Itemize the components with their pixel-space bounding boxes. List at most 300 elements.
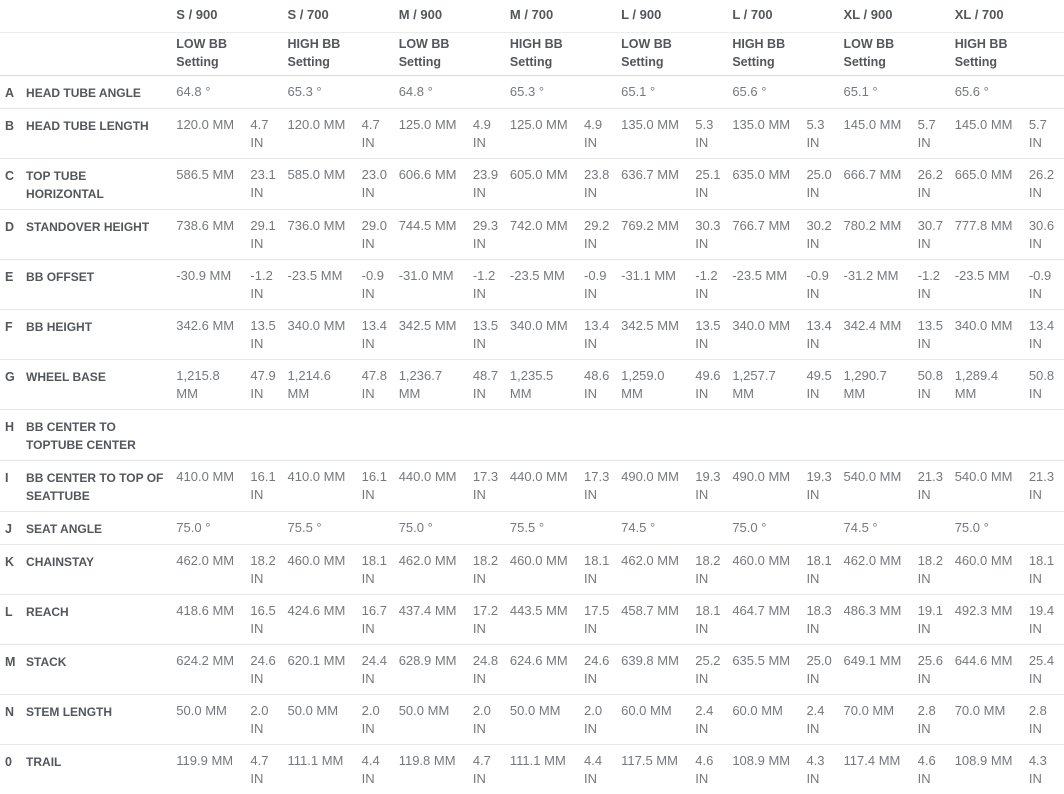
mm-value-cell: 744.5 MM bbox=[399, 210, 473, 260]
in-value-cell: 18.2 IN bbox=[918, 545, 955, 595]
in-value-cell: 25.0 IN bbox=[806, 159, 843, 210]
table-row-top-tube-horizontal bbox=[0, 159, 1064, 210]
in-value-cell: 17.3 IN bbox=[473, 461, 510, 512]
table-row-bb-height bbox=[0, 310, 1064, 360]
row-letter: K bbox=[0, 545, 26, 595]
mm-value-cell: 639.8 MM bbox=[621, 645, 695, 695]
in-value-cell bbox=[250, 76, 287, 109]
row-letter: 0 bbox=[0, 745, 26, 794]
mm-value-cell: -23.5 MM bbox=[510, 260, 584, 310]
in-value-cell bbox=[806, 512, 843, 545]
in-value-cell: 24.8 IN bbox=[473, 645, 510, 695]
in-value-cell: 18.1 IN bbox=[806, 545, 843, 595]
header-spacer bbox=[0, 33, 176, 76]
bb-setting-line2: Setting bbox=[399, 55, 441, 69]
mm-value-cell: 125.0 MM bbox=[399, 109, 473, 159]
bb-setting-line2: Setting bbox=[288, 55, 330, 69]
row-label: TRAIL bbox=[26, 745, 176, 794]
in-value-cell: 5.7 IN bbox=[1029, 109, 1064, 159]
in-value-cell: 26.2 IN bbox=[918, 159, 955, 210]
mm-value-cell bbox=[176, 410, 250, 461]
in-value-cell: 18.1 IN bbox=[1029, 545, 1064, 595]
mm-value-cell: 628.9 MM bbox=[399, 645, 473, 695]
mm-value-cell: -31.2 MM bbox=[844, 260, 918, 310]
mm-value-cell: 586.5 MM bbox=[176, 159, 250, 210]
mm-value-cell: 145.0 MM bbox=[844, 109, 918, 159]
mm-value-cell: 462.0 MM bbox=[399, 545, 473, 595]
in-value-cell: 16.5 IN bbox=[250, 595, 287, 645]
row-label: STANDOVER HEIGHT bbox=[26, 210, 176, 260]
row-letter: C bbox=[0, 159, 26, 210]
in-value-cell: 24.6 IN bbox=[250, 645, 287, 695]
table-row-trail bbox=[0, 745, 1064, 794]
mm-value-cell: 75.0 ° bbox=[399, 512, 473, 545]
mm-value-cell: 620.1 MM bbox=[288, 645, 362, 695]
in-value-cell: 18.3 IN bbox=[806, 595, 843, 645]
in-value-cell: -0.9 IN bbox=[584, 260, 621, 310]
in-value-cell: -1.2 IN bbox=[695, 260, 732, 310]
in-value-cell bbox=[918, 410, 955, 461]
mm-value-cell: 766.7 MM bbox=[732, 210, 806, 260]
table-row-reach bbox=[0, 595, 1064, 645]
in-value-cell: 17.2 IN bbox=[473, 595, 510, 645]
in-value-cell: 29.3 IN bbox=[473, 210, 510, 260]
in-value-cell: 13.4 IN bbox=[362, 310, 399, 360]
mm-value-cell: 135.0 MM bbox=[621, 109, 695, 159]
in-value-cell: 21.3 IN bbox=[1029, 461, 1064, 512]
in-value-cell: 50.8 IN bbox=[1029, 360, 1064, 410]
mm-value-cell: 1,236.7 MM bbox=[399, 360, 473, 410]
in-value-cell: 47.9 IN bbox=[250, 360, 287, 410]
in-value-cell: 2.0 IN bbox=[584, 695, 621, 745]
mm-value-cell: 342.5 MM bbox=[621, 310, 695, 360]
mm-value-cell: 120.0 MM bbox=[288, 109, 362, 159]
in-value-cell: 48.7 IN bbox=[473, 360, 510, 410]
in-value-cell bbox=[584, 76, 621, 109]
mm-value-cell: 606.6 MM bbox=[399, 159, 473, 210]
mm-value-cell bbox=[399, 410, 473, 461]
mm-value-cell: 117.5 MM bbox=[621, 745, 695, 794]
in-value-cell: 2.4 IN bbox=[806, 695, 843, 745]
mm-value-cell: 418.6 MM bbox=[176, 595, 250, 645]
mm-value-cell: 75.0 ° bbox=[176, 512, 250, 545]
table-row-standover-height bbox=[0, 210, 1064, 260]
mm-value-cell: 50.0 MM bbox=[510, 695, 584, 745]
row-letter: J bbox=[0, 512, 26, 545]
in-value-cell: 18.1 IN bbox=[362, 545, 399, 595]
in-value-cell: 29.2 IN bbox=[584, 210, 621, 260]
in-value-cell: 16.1 IN bbox=[250, 461, 287, 512]
in-value-cell: 23.9 IN bbox=[473, 159, 510, 210]
in-value-cell: 4.6 IN bbox=[918, 745, 955, 794]
mm-value-cell: -23.5 MM bbox=[288, 260, 362, 310]
mm-value-cell: 736.0 MM bbox=[288, 210, 362, 260]
row-letter: E bbox=[0, 260, 26, 310]
row-label: STEM LENGTH bbox=[26, 695, 176, 745]
in-value-cell: 16.1 IN bbox=[362, 461, 399, 512]
in-value-cell: 18.2 IN bbox=[250, 545, 287, 595]
mm-value-cell bbox=[955, 410, 1029, 461]
row-letter: I bbox=[0, 461, 26, 512]
mm-value-cell: 65.6 ° bbox=[955, 76, 1029, 109]
mm-value-cell: 1,214.6 MM bbox=[288, 360, 362, 410]
mm-value-cell: 462.0 MM bbox=[621, 545, 695, 595]
mm-value-cell: 624.2 MM bbox=[176, 645, 250, 695]
in-value-cell: 13.5 IN bbox=[695, 310, 732, 360]
in-value-cell: 25.6 IN bbox=[918, 645, 955, 695]
mm-value-cell: 1,290.7 MM bbox=[844, 360, 918, 410]
mm-value-cell: 460.0 MM bbox=[732, 545, 806, 595]
mm-value-cell: 75.0 ° bbox=[955, 512, 1029, 545]
in-value-cell bbox=[473, 512, 510, 545]
bb-setting-header-high-bb bbox=[510, 33, 621, 76]
in-value-cell: 5.3 IN bbox=[806, 109, 843, 159]
in-value-cell: 19.4 IN bbox=[1029, 595, 1064, 645]
in-value-cell: 47.8 IN bbox=[362, 360, 399, 410]
mm-value-cell: 50.0 MM bbox=[288, 695, 362, 745]
row-label: REACH bbox=[26, 595, 176, 645]
size-column-header-xl-900: XL / 900 bbox=[844, 0, 955, 33]
mm-value-cell: 462.0 MM bbox=[176, 545, 250, 595]
in-value-cell: 19.3 IN bbox=[806, 461, 843, 512]
in-value-cell: 18.2 IN bbox=[695, 545, 732, 595]
in-value-cell: 13.4 IN bbox=[1029, 310, 1064, 360]
table-row-seat-angle bbox=[0, 512, 1064, 545]
in-value-cell: 2.0 IN bbox=[473, 695, 510, 745]
in-value-cell bbox=[250, 410, 287, 461]
in-value-cell: 18.1 IN bbox=[695, 595, 732, 645]
row-label: WHEEL BASE bbox=[26, 360, 176, 410]
in-value-cell bbox=[362, 512, 399, 545]
in-value-cell: 17.3 IN bbox=[584, 461, 621, 512]
in-value-cell: 25.1 IN bbox=[695, 159, 732, 210]
row-label: CHAINSTAY bbox=[26, 545, 176, 595]
table-row-wheel-base bbox=[0, 360, 1064, 410]
in-value-cell bbox=[1029, 512, 1064, 545]
geometry-table-body bbox=[0, 76, 1064, 794]
row-label: HEAD TUBE ANGLE bbox=[26, 76, 176, 109]
table-row-bb-center-to-top-of-seattube bbox=[0, 461, 1064, 512]
mm-value-cell: 120.0 MM bbox=[176, 109, 250, 159]
row-letter: H bbox=[0, 410, 26, 461]
mm-value-cell: 135.0 MM bbox=[732, 109, 806, 159]
mm-value-cell: 437.4 MM bbox=[399, 595, 473, 645]
bb-setting-line2: Setting bbox=[176, 55, 218, 69]
row-letter: G bbox=[0, 360, 26, 410]
in-value-cell: 16.7 IN bbox=[362, 595, 399, 645]
mm-value-cell: 340.0 MM bbox=[955, 310, 1029, 360]
mm-value-cell: 440.0 MM bbox=[510, 461, 584, 512]
size-header-row bbox=[0, 0, 1064, 33]
row-letter: N bbox=[0, 695, 26, 745]
mm-value-cell: 738.6 MM bbox=[176, 210, 250, 260]
mm-value-cell: 342.5 MM bbox=[399, 310, 473, 360]
mm-value-cell: 458.7 MM bbox=[621, 595, 695, 645]
in-value-cell: 49.6 IN bbox=[695, 360, 732, 410]
in-value-cell: 2.0 IN bbox=[250, 695, 287, 745]
bb-setting-header-high-bb bbox=[288, 33, 399, 76]
in-value-cell: -0.9 IN bbox=[1029, 260, 1064, 310]
in-value-cell bbox=[1029, 76, 1064, 109]
in-value-cell: 30.2 IN bbox=[806, 210, 843, 260]
mm-value-cell: 74.5 ° bbox=[621, 512, 695, 545]
mm-value-cell: 340.0 MM bbox=[510, 310, 584, 360]
in-value-cell bbox=[1029, 410, 1064, 461]
mm-value-cell: 65.3 ° bbox=[288, 76, 362, 109]
mm-value-cell: 777.8 MM bbox=[955, 210, 1029, 260]
bb-setting-header-low-bb bbox=[844, 33, 955, 76]
mm-value-cell: 649.1 MM bbox=[844, 645, 918, 695]
mm-value-cell: 125.0 MM bbox=[510, 109, 584, 159]
mm-value-cell: 108.9 MM bbox=[732, 745, 806, 794]
bb-setting-line2: Setting bbox=[955, 55, 997, 69]
mm-value-cell: 486.3 MM bbox=[844, 595, 918, 645]
mm-value-cell: 769.2 MM bbox=[621, 210, 695, 260]
table-row-chainstay bbox=[0, 545, 1064, 595]
mm-value-cell: 1,235.5 MM bbox=[510, 360, 584, 410]
in-value-cell: 17.5 IN bbox=[584, 595, 621, 645]
size-column-header-l-700: L / 700 bbox=[732, 0, 843, 33]
in-value-cell: 30.7 IN bbox=[918, 210, 955, 260]
bb-setting-line1: LOW BB bbox=[621, 37, 672, 51]
in-value-cell bbox=[584, 512, 621, 545]
in-value-cell: 4.7 IN bbox=[473, 745, 510, 794]
mm-value-cell: 70.0 MM bbox=[844, 695, 918, 745]
mm-value-cell: 540.0 MM bbox=[844, 461, 918, 512]
in-value-cell: 24.4 IN bbox=[362, 645, 399, 695]
row-label: HEAD TUBE LENGTH bbox=[26, 109, 176, 159]
in-value-cell: 18.2 IN bbox=[473, 545, 510, 595]
mm-value-cell: 644.6 MM bbox=[955, 645, 1029, 695]
table-row-head-tube-length bbox=[0, 109, 1064, 159]
in-value-cell: 2.0 IN bbox=[362, 695, 399, 745]
in-value-cell: 13.4 IN bbox=[806, 310, 843, 360]
mm-value-cell: -30.9 MM bbox=[176, 260, 250, 310]
row-label: TOP TUBE HORIZONTAL bbox=[26, 159, 176, 210]
in-value-cell: 13.5 IN bbox=[473, 310, 510, 360]
mm-value-cell: 60.0 MM bbox=[621, 695, 695, 745]
in-value-cell bbox=[584, 410, 621, 461]
in-value-cell: 29.1 IN bbox=[250, 210, 287, 260]
mm-value-cell bbox=[732, 410, 806, 461]
bb-setting-line1: LOW BB bbox=[399, 37, 450, 51]
mm-value-cell: 119.8 MM bbox=[399, 745, 473, 794]
mm-value-cell: 460.0 MM bbox=[510, 545, 584, 595]
mm-value-cell bbox=[844, 410, 918, 461]
in-value-cell: 23.1 IN bbox=[250, 159, 287, 210]
in-value-cell: -1.2 IN bbox=[250, 260, 287, 310]
in-value-cell: 13.4 IN bbox=[584, 310, 621, 360]
mm-value-cell: 490.0 MM bbox=[732, 461, 806, 512]
mm-value-cell: 65.1 ° bbox=[844, 76, 918, 109]
mm-value-cell: 65.3 ° bbox=[510, 76, 584, 109]
bb-setting-header-low-bb bbox=[621, 33, 732, 76]
in-value-cell: 30.6 IN bbox=[1029, 210, 1064, 260]
mm-value-cell: 60.0 MM bbox=[732, 695, 806, 745]
in-value-cell: -0.9 IN bbox=[362, 260, 399, 310]
mm-value-cell: 64.8 ° bbox=[176, 76, 250, 109]
row-letter: A bbox=[0, 76, 26, 109]
mm-value-cell: 50.0 MM bbox=[399, 695, 473, 745]
bb-setting-line1: HIGH BB bbox=[288, 37, 341, 51]
mm-value-cell: 70.0 MM bbox=[955, 695, 1029, 745]
mm-value-cell: -31.0 MM bbox=[399, 260, 473, 310]
in-value-cell bbox=[695, 76, 732, 109]
bb-setting-line1: LOW BB bbox=[844, 37, 895, 51]
mm-value-cell: 443.5 MM bbox=[510, 595, 584, 645]
table-row-bb-center-to-toptube-center bbox=[0, 410, 1064, 461]
in-value-cell bbox=[695, 512, 732, 545]
in-value-cell: 19.3 IN bbox=[695, 461, 732, 512]
table-row-stem-length bbox=[0, 695, 1064, 745]
bb-setting-header-high-bb bbox=[955, 33, 1064, 76]
mm-value-cell: 490.0 MM bbox=[621, 461, 695, 512]
row-letter: M bbox=[0, 645, 26, 695]
row-label: STACK bbox=[26, 645, 176, 695]
in-value-cell: 13.5 IN bbox=[918, 310, 955, 360]
in-value-cell: -1.2 IN bbox=[918, 260, 955, 310]
in-value-cell: 4.4 IN bbox=[362, 745, 399, 794]
mm-value-cell: 635.5 MM bbox=[732, 645, 806, 695]
in-value-cell bbox=[473, 410, 510, 461]
mm-value-cell: 460.0 MM bbox=[288, 545, 362, 595]
bb-setting-header-low-bb bbox=[399, 33, 510, 76]
size-column-header-l-900: L / 900 bbox=[621, 0, 732, 33]
in-value-cell bbox=[918, 76, 955, 109]
mm-value-cell: 65.6 ° bbox=[732, 76, 806, 109]
in-value-cell: 26.2 IN bbox=[1029, 159, 1064, 210]
size-column-header-s-900: S / 900 bbox=[176, 0, 287, 33]
mm-value-cell: 75.5 ° bbox=[288, 512, 362, 545]
in-value-cell: 4.9 IN bbox=[473, 109, 510, 159]
mm-value-cell: 65.1 ° bbox=[621, 76, 695, 109]
mm-value-cell: 108.9 MM bbox=[955, 745, 1029, 794]
mm-value-cell: 111.1 MM bbox=[510, 745, 584, 794]
in-value-cell: 4.4 IN bbox=[584, 745, 621, 794]
in-value-cell: 23.0 IN bbox=[362, 159, 399, 210]
in-value-cell: 4.3 IN bbox=[1029, 745, 1064, 794]
mm-value-cell: 145.0 MM bbox=[955, 109, 1029, 159]
in-value-cell: 21.3 IN bbox=[918, 461, 955, 512]
size-column-header-m-900: M / 900 bbox=[399, 0, 510, 33]
mm-value-cell: 340.0 MM bbox=[288, 310, 362, 360]
mm-value-cell: 460.0 MM bbox=[955, 545, 1029, 595]
mm-value-cell: 462.0 MM bbox=[844, 545, 918, 595]
row-label: SEAT ANGLE bbox=[26, 512, 176, 545]
mm-value-cell: 340.0 MM bbox=[732, 310, 806, 360]
in-value-cell: -0.9 IN bbox=[806, 260, 843, 310]
size-column-header-xl-700: XL / 700 bbox=[955, 0, 1064, 33]
row-letter: L bbox=[0, 595, 26, 645]
mm-value-cell: 780.2 MM bbox=[844, 210, 918, 260]
row-label: BB CENTER TO TOP OF SEATTUBE bbox=[26, 461, 176, 512]
mm-value-cell: 50.0 MM bbox=[176, 695, 250, 745]
mm-value-cell: 635.0 MM bbox=[732, 159, 806, 210]
mm-value-cell: 624.6 MM bbox=[510, 645, 584, 695]
bb-setting-line2: Setting bbox=[621, 55, 663, 69]
in-value-cell: 25.2 IN bbox=[695, 645, 732, 695]
in-value-cell: 18.1 IN bbox=[584, 545, 621, 595]
mm-value-cell: 410.0 MM bbox=[176, 461, 250, 512]
mm-value-cell: 540.0 MM bbox=[955, 461, 1029, 512]
in-value-cell bbox=[695, 410, 732, 461]
bb-setting-line1: HIGH BB bbox=[732, 37, 785, 51]
mm-value-cell: 342.4 MM bbox=[844, 310, 918, 360]
size-column-header-s-700: S / 700 bbox=[288, 0, 399, 33]
mm-value-cell: 1,289.4 MM bbox=[955, 360, 1029, 410]
table-row-stack bbox=[0, 645, 1064, 695]
row-label: BB HEIGHT bbox=[26, 310, 176, 360]
in-value-cell: -1.2 IN bbox=[473, 260, 510, 310]
mm-value-cell: 665.0 MM bbox=[955, 159, 1029, 210]
geometry-table-header bbox=[0, 0, 1064, 76]
mm-value-cell: 464.7 MM bbox=[732, 595, 806, 645]
in-value-cell: 5.7 IN bbox=[918, 109, 955, 159]
in-value-cell: 4.6 IN bbox=[695, 745, 732, 794]
row-letter: F bbox=[0, 310, 26, 360]
in-value-cell bbox=[362, 410, 399, 461]
row-label: BB OFFSET bbox=[26, 260, 176, 310]
bb-setting-header-low-bb bbox=[176, 33, 287, 76]
in-value-cell: 4.3 IN bbox=[806, 745, 843, 794]
mm-value-cell: 75.5 ° bbox=[510, 512, 584, 545]
in-value-cell: 24.6 IN bbox=[584, 645, 621, 695]
mm-value-cell bbox=[510, 410, 584, 461]
mm-value-cell: 75.0 ° bbox=[732, 512, 806, 545]
bb-setting-line2: Setting bbox=[510, 55, 552, 69]
in-value-cell bbox=[806, 76, 843, 109]
mm-value-cell: 605.0 MM bbox=[510, 159, 584, 210]
in-value-cell: 25.0 IN bbox=[806, 645, 843, 695]
mm-value-cell: 424.6 MM bbox=[288, 595, 362, 645]
in-value-cell: 13.5 IN bbox=[250, 310, 287, 360]
mm-value-cell: -23.5 MM bbox=[732, 260, 806, 310]
table-row-bb-offset bbox=[0, 260, 1064, 310]
in-value-cell: 4.7 IN bbox=[250, 745, 287, 794]
in-value-cell: 2.8 IN bbox=[1029, 695, 1064, 745]
in-value-cell: 4.7 IN bbox=[250, 109, 287, 159]
mm-value-cell: 440.0 MM bbox=[399, 461, 473, 512]
row-letter: B bbox=[0, 109, 26, 159]
table-row-head-tube-angle bbox=[0, 76, 1064, 109]
mm-value-cell: 119.9 MM bbox=[176, 745, 250, 794]
mm-value-cell: 1,257.7 MM bbox=[732, 360, 806, 410]
in-value-cell bbox=[918, 512, 955, 545]
in-value-cell: 48.6 IN bbox=[584, 360, 621, 410]
mm-value-cell: 410.0 MM bbox=[288, 461, 362, 512]
size-column-header-m-700: M / 700 bbox=[510, 0, 621, 33]
mm-value-cell bbox=[288, 410, 362, 461]
mm-value-cell: 666.7 MM bbox=[844, 159, 918, 210]
bb-setting-header-high-bb bbox=[732, 33, 843, 76]
in-value-cell bbox=[806, 410, 843, 461]
in-value-cell bbox=[362, 76, 399, 109]
in-value-cell bbox=[250, 512, 287, 545]
row-letter: D bbox=[0, 210, 26, 260]
mm-value-cell: 492.3 MM bbox=[955, 595, 1029, 645]
setting-header-row bbox=[0, 33, 1064, 76]
mm-value-cell: 742.0 MM bbox=[510, 210, 584, 260]
mm-value-cell: 117.4 MM bbox=[844, 745, 918, 794]
in-value-cell: 19.1 IN bbox=[918, 595, 955, 645]
in-value-cell: 30.3 IN bbox=[695, 210, 732, 260]
mm-value-cell: 64.8 ° bbox=[399, 76, 473, 109]
bb-setting-line1: HIGH BB bbox=[955, 37, 1008, 51]
bb-setting-line2: Setting bbox=[844, 55, 886, 69]
mm-value-cell: -31.1 MM bbox=[621, 260, 695, 310]
mm-value-cell bbox=[621, 410, 695, 461]
in-value-cell: 29.0 IN bbox=[362, 210, 399, 260]
